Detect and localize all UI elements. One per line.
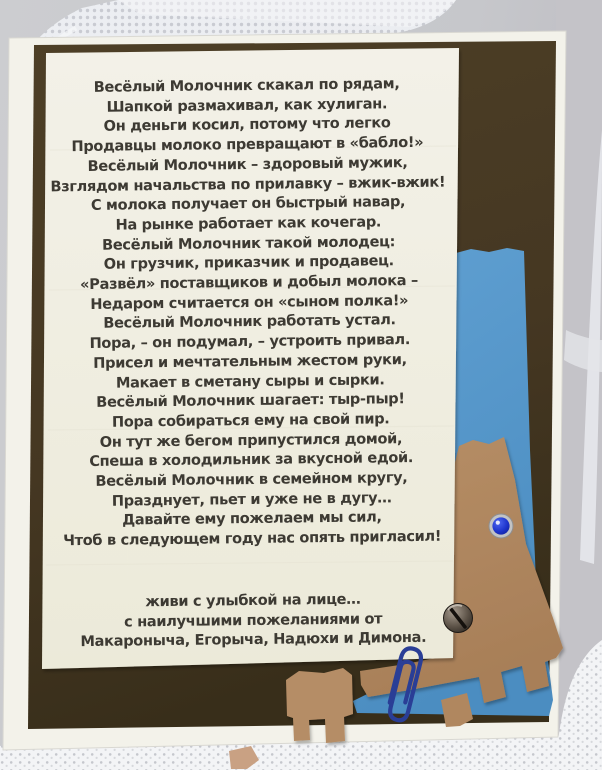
poem-line: На рынке работает как кочегар. — [115, 213, 382, 234]
poem-line: Чтоб в следующем году нас опять пригласил! — [63, 527, 442, 550]
poem-line: Спеша в холодильник за вкусной едой. — [89, 449, 414, 471]
poem-verse — [45, 74, 455, 552]
poem-text-block — [45, 74, 456, 653]
poem-line: Весёлый Молочник в семейном кругу, — [95, 469, 408, 490]
poem-line: Недаром считается он «сыном полка!» — [90, 291, 409, 313]
poem-line: Весёлый Молочник – здоровый мужик, — [87, 153, 408, 175]
poem-line: Весёлый Молочник работать устал. — [103, 311, 396, 333]
gem-brad — [489, 514, 513, 538]
poem-line: живи с улыбкой на лице… — [145, 590, 361, 611]
poem-line: Празднует, пьет и уже не в дугу… — [111, 489, 392, 510]
poem-line: с наилучшими пожеланиями от — [123, 609, 383, 631]
poem-line: Давайте ему пожелаем мы сил, — [122, 508, 382, 530]
poem-line: Он грузчик, приказчик и продавец. — [103, 252, 394, 274]
poem-line: Весёлый Молочник такой молодец: — [101, 232, 396, 254]
poem-line: Присел и мечтательным жестом руки, — [93, 350, 407, 372]
poem-line: С молока получает он быстрый навар, — [90, 193, 406, 215]
poem-line: Макает в сметану сыры и сырки. — [115, 370, 385, 392]
poem-line: Весёлый Молочник скакал по рядам, — [93, 75, 400, 96]
poem-line: Продавцы молоко превращают в «бабло!» — [71, 133, 424, 156]
poem-line: Он тут же бегом припустился домой, — [99, 429, 403, 451]
poem-line: Шапкой размахивал, как хулиган. — [106, 95, 388, 116]
poem-line: Пора собираться ему на свой пир. — [111, 410, 390, 431]
poem-line: Он деньги косил, потому что легко — [103, 114, 391, 136]
poem-line: Пора, – он подумал, – устроить привал. — [89, 331, 411, 353]
poem-line: Макароныча, Егорыча, Надюхи и Димона. — [80, 629, 427, 651]
poem-line: Весёлый Молочник шагает: тыр-пыр! — [96, 390, 405, 412]
poem-line: Взглядом начальства по прилавку – вжик-вжик! — [50, 173, 446, 195]
poem-closing — [51, 588, 456, 652]
poem-line: «Развёл» поставщиков и добыл молока – — [80, 271, 419, 294]
